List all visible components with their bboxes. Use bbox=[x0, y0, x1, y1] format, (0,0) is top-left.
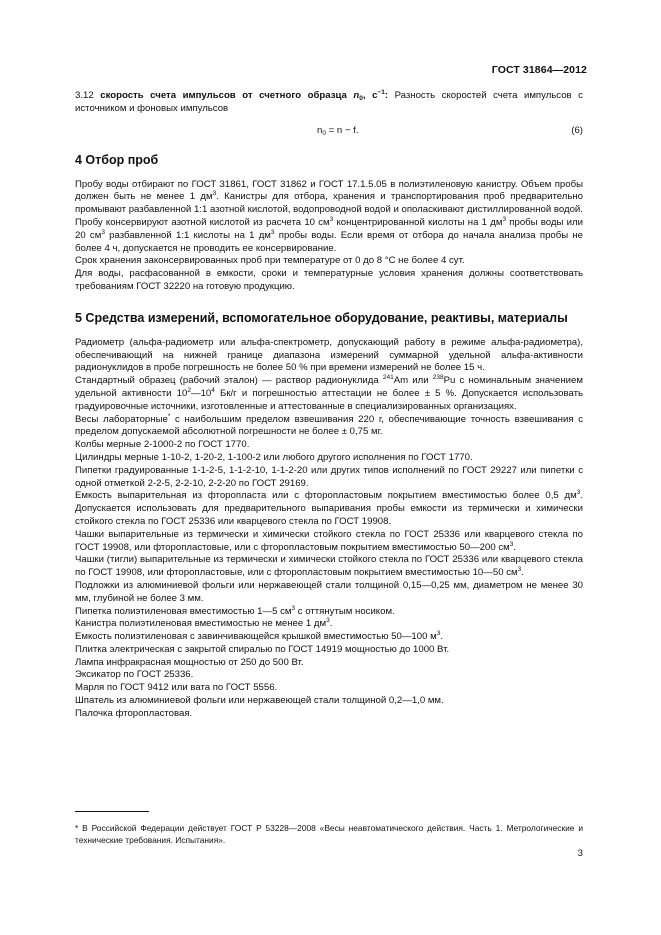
formula-6 bbox=[75, 125, 583, 138]
equipment-item: Пипетки градуированные 1-1-2-5, 1-1-2-10, 1-1-2-20 или других типов исполнений по ГОСТ 29227 или пипетки с одной отметкой 2-2-5, 2-2-10, 2-2-20 по ГОСТ 29169. bbox=[75, 464, 583, 489]
section-4-paragraph: Пробу воды отбирают по ГОСТ 31861, ГОСТ 31862 и ГОСТ 17.1.5.05 в полиэтиленовую канистру. Объем пробы должен быть не менее 1 $дм^3$. Канистры для отбора, хранения и транспортирования проб предварительно промывают разбавленной 1:1 азотной кислотой, водопроводной водой и ополаскивают дистиллированной водой. bbox=[75, 178, 584, 216]
equipment-item: Лампа инфракрасная мощностью от 250 до 500 Вт. bbox=[75, 656, 304, 668]
term-definition: Разность скоростей счета импульсов с источником и фоновых импульсов bbox=[75, 90, 583, 114]
footnote-mark: * bbox=[75, 823, 79, 834]
equipment-item: Пипетка полиэтиленовая вместимостью 1—5 $см^3$ с оттянутым носиком. bbox=[75, 604, 395, 617]
section-4-paragraph: Пробу консервируют азотной кислотой из расчета 10 $см^3$ концентрированной кислоты на 1 $дм^3$ пробы воды или 20 $см^3$ разбавленной 1:1 кислоты на 1 $дм^3$ пробы воды. Если время от отбора до начала анализа пробы не более 4 ч, допускается не проводить ее консервирование. bbox=[75, 215, 583, 254]
formula-number: (6) bbox=[571, 124, 583, 136]
formula-expression: $n_0 = n - f$. bbox=[317, 124, 359, 137]
page-number: 3 bbox=[577, 848, 583, 859]
section-4-paragraph: Срок хранения законсервированных проб при температуре от 0 до 8 °С не более 4 сут. bbox=[75, 255, 465, 267]
equipment-item: Эксикатор по ГОСТ 25336. bbox=[75, 669, 194, 681]
equipment-item: Марля по ГОСТ 9412 или вата по ГОСТ 5556. bbox=[75, 682, 278, 694]
section-5-title: 5 Средства измерений, вспомогательное оборудование, реактивы, материалы bbox=[75, 310, 568, 325]
term-3-12 bbox=[75, 90, 583, 116]
equipment-item: Подложки из алюминиевой фольги или нержавеющей стали толщиной 0,15—0,25 мм, диаметром не менее 30 мм, глубиной не более 3 мм. bbox=[75, 579, 583, 604]
equipment-item: Емкость полиэтиленовая с завинчивающейся крышкой вместимостью 50—100 $м^3$. bbox=[75, 630, 443, 643]
footnote-reference: * bbox=[167, 412, 171, 420]
equipment-item: Канистра полиэтиленовая вместимостью не менее 1 $дм^3$. bbox=[75, 617, 333, 630]
footnote: * В Российской Федерации действует ГОСТ Р 53228—2008 «Весы неавтоматического действия. Часть 1. Метрологические и технические требования. Испытания». bbox=[75, 823, 583, 845]
equipment-item: Шпатель из алюминиевой фольги или нержавеющей стали толщиной 0,2—1,0 мм. bbox=[75, 695, 444, 707]
term-number: 3.12 bbox=[75, 90, 94, 101]
equipment-item: Колбы мерные 2-1000-2 по ГОСТ 1770. bbox=[75, 439, 250, 451]
equipment-item: Чашки выпарительные из термически и химически стойкого стекла по ГОСТ 25336 или кварцевого стекла по ГОСТ 19908, или фторопластовые, или с фторопластовым покрытием вместимостью 50—200 $см^3$. bbox=[75, 528, 583, 553]
section-4-paragraph: Для воды, расфасованной в емкости, сроки и температурные условия хранения должны соответствовать требованиям ГОСТ 32220 на готовую продукцию. bbox=[75, 268, 583, 292]
equipment-item: Радиометр (альфа-радиометр или альфа-спектрометр, допускающий работу в режиме альфа-радиометра), обеспечивающий на нижней границе диапазона измерений суммарной удельной альфа-активности радионуклидов в пробе погрешность не более 50 % при времени измерений не более 15 ч. bbox=[75, 336, 583, 374]
equipment-item: Весы лабораторные* с наибольшим пределом взвешивания 220 г, обеспечивающие точность взвешивания с пределом допускаемой абсолютной погрешности не более ± 0,75 мг. bbox=[75, 412, 583, 438]
equipment-item: Стандартный образец (рабочий эталон) — раствор радионуклида $^{241}$Am или $^{238}$Pu с номинальным значением удельной активности $10^2—10^4$ Бк/г и погрешностью аттестации не более ± 5 %. Допускается использовать градуировочные источники, изготовленные и аттестованные в специализированных организациях. bbox=[75, 374, 583, 412]
equipment-item: Емкость выпарительная из фторопласта или с фторопластовым покрытием вместимостью более 0,5 $дм^3$. Допускается использовать для предварительного выпаривания пробы емкости из термически и химически стойкого стекла по ГОСТ 25336 или кварцевого стекла по ГОСТ 19908. bbox=[75, 489, 583, 527]
document-body bbox=[75, 90, 583, 721]
equipment-item: Палочка фторопластовая. bbox=[75, 707, 193, 719]
page-header-standard-id: ГОСТ 31864—2012 bbox=[491, 64, 587, 76]
section-4-title: 4 Отбор проб bbox=[75, 152, 159, 167]
term-name: скорость счета импульсов от счетного образца $n_0$, $с^{-1}$: bbox=[100, 89, 389, 102]
equipment-item: Чашки (тигли) выпарительные из термически и химически стойкого стекла по ГОСТ 25336 или кварцевого стекла по ГОСТ 19908, или фторопластовые, или с фторопластовым покрытием вместимостью 10—50 $см^3$. bbox=[75, 554, 583, 579]
equipment-item: Цилиндры мерные 1-10-2, 1-20-2, 1-100-2 или любого другого исполнения по ГОСТ 1770. bbox=[75, 451, 473, 463]
footnote-divider bbox=[75, 811, 149, 812]
equipment-item: Плитка электрическая с закрытой спиралью по ГОСТ 14919 мощностью до 1000 Вт. bbox=[75, 643, 450, 655]
